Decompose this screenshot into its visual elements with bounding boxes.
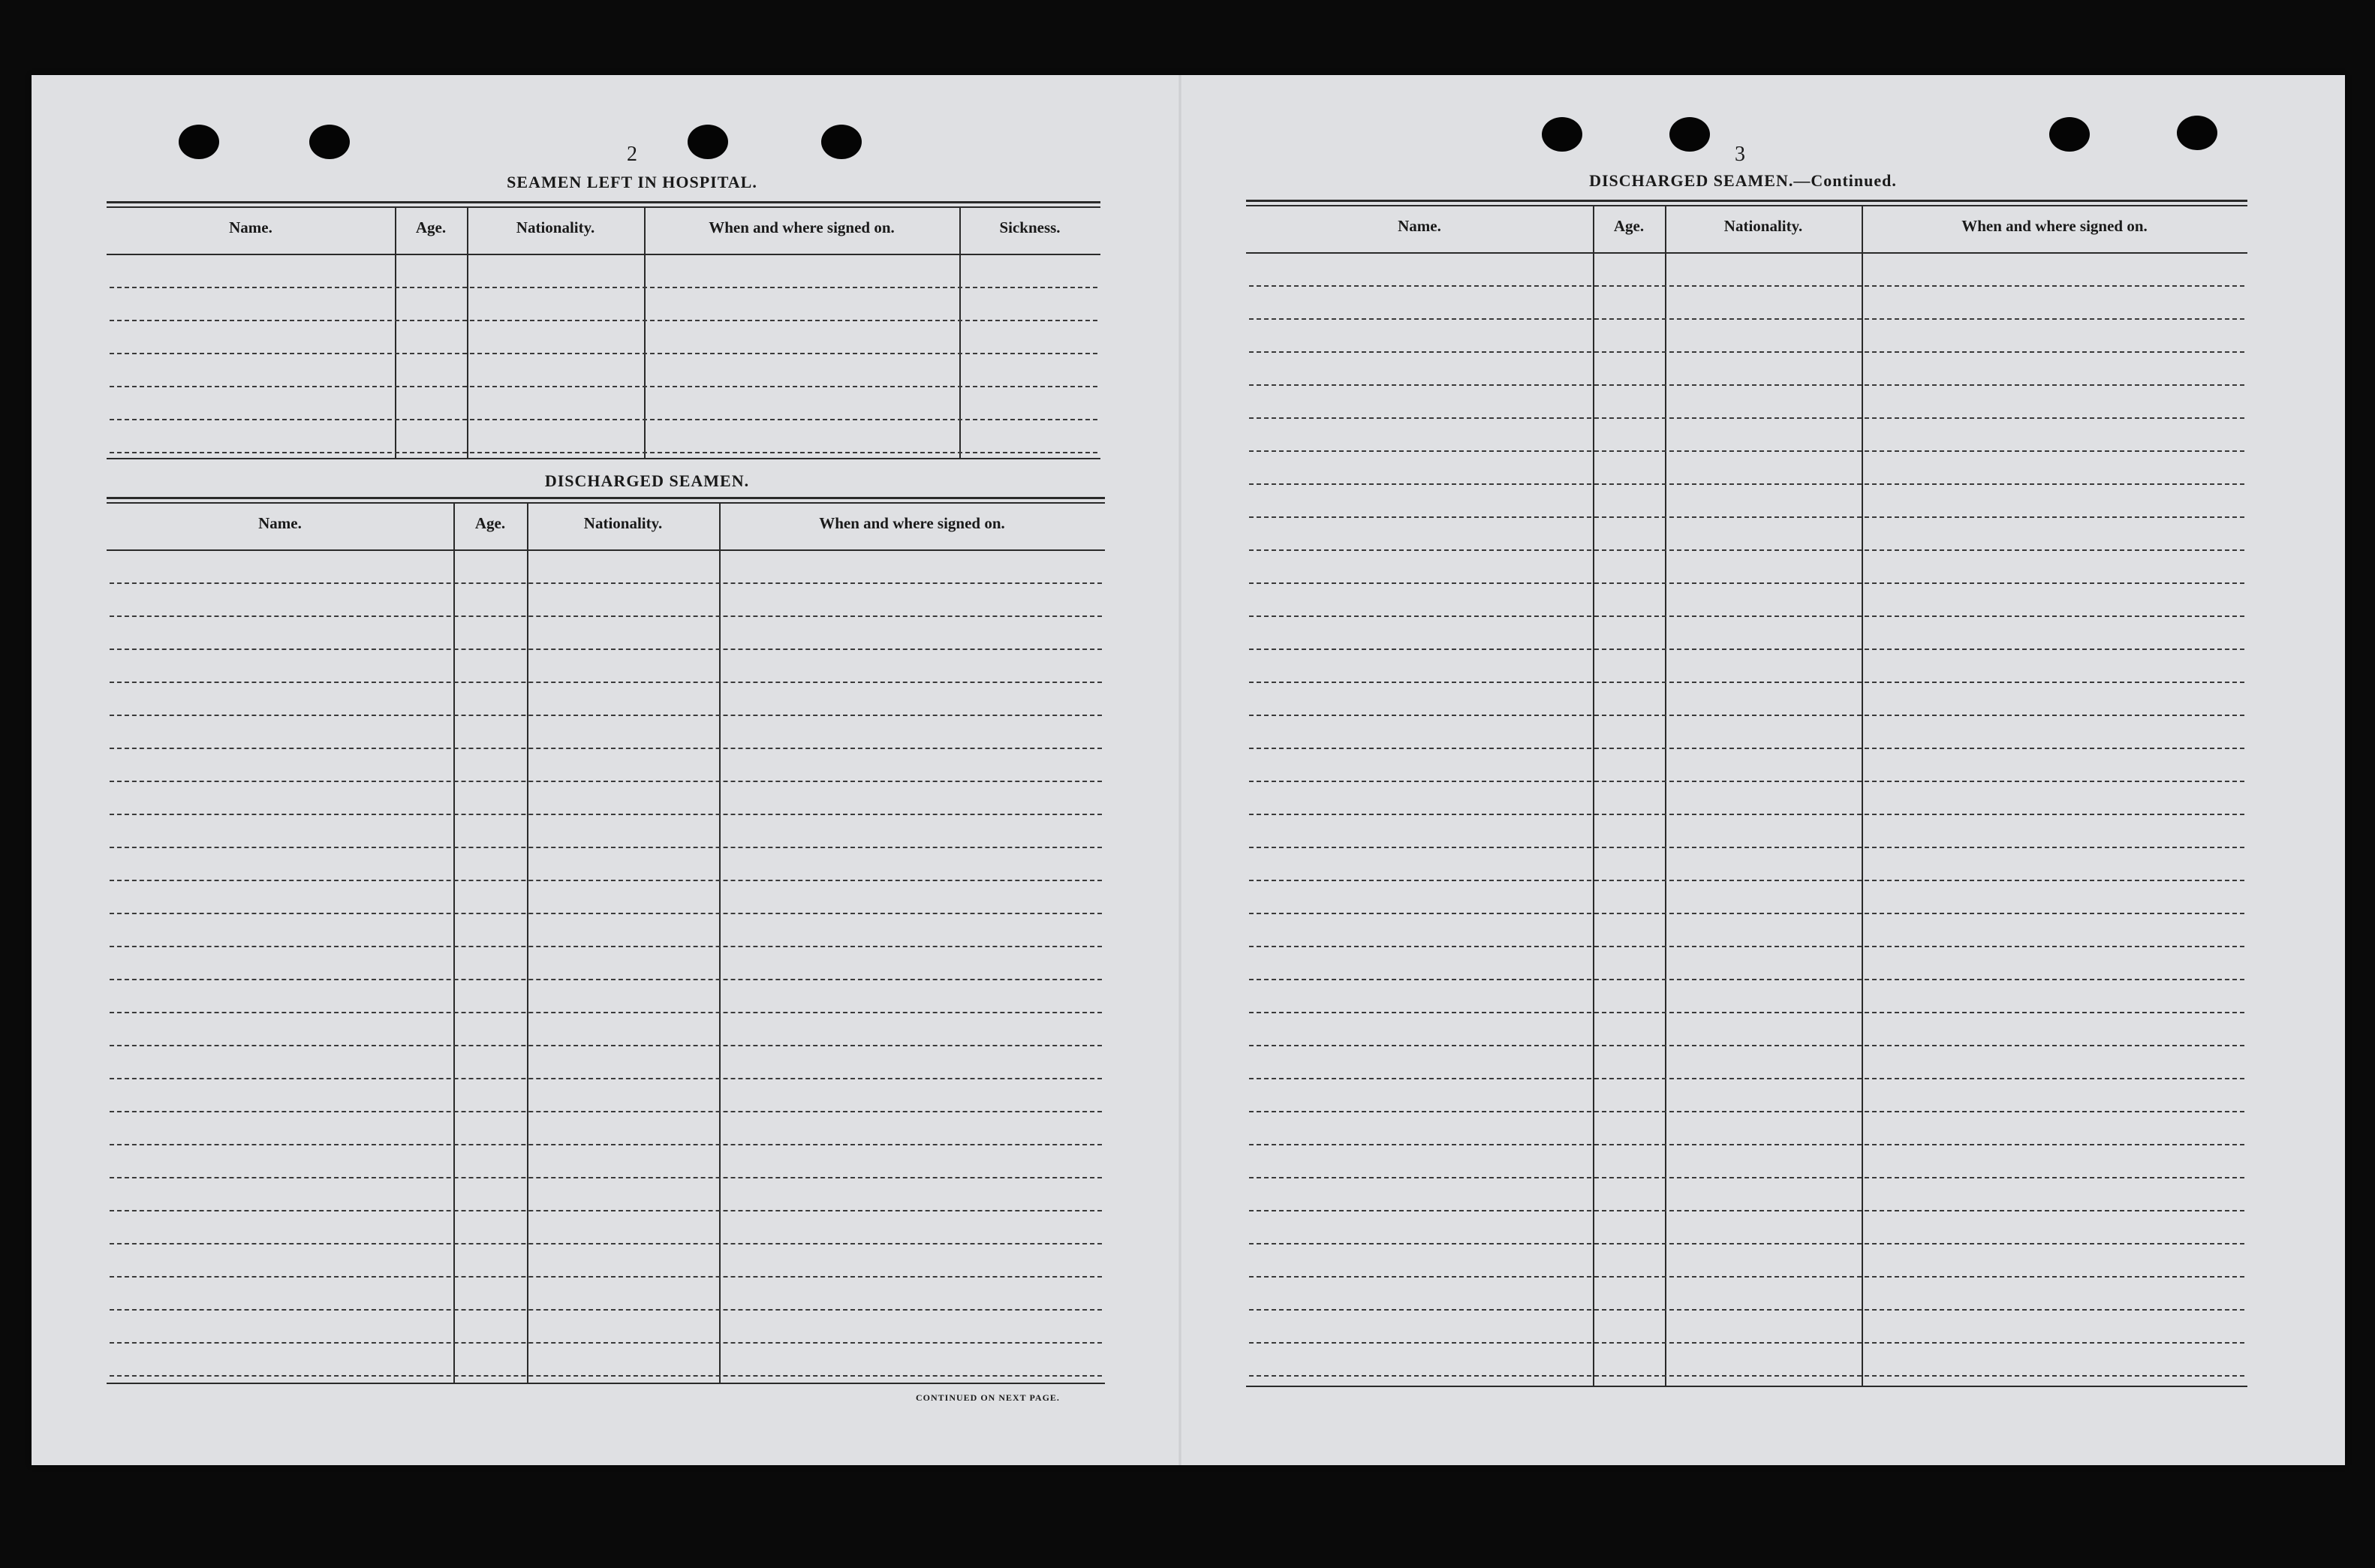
entry-line [1249, 748, 2244, 749]
document-sheet [32, 75, 2345, 1465]
entry-line [110, 1111, 1102, 1112]
entry-line [1249, 582, 2244, 584]
column-divider [527, 504, 528, 1383]
column-header: Nationality. [1723, 217, 1803, 235]
entry-line [110, 979, 1102, 980]
entry-line [110, 913, 1102, 914]
entry-line [110, 748, 1102, 749]
entry-line [1249, 1111, 2244, 1112]
entry-line [110, 1375, 1102, 1377]
column-divider [1593, 206, 1594, 1386]
entry-line [110, 419, 1097, 420]
top-rule [107, 201, 1100, 203]
entry-line [1249, 1045, 2244, 1046]
entry-line [1249, 814, 2244, 815]
page-number-right: 3 [1735, 143, 1745, 166]
column-header: Name. [229, 218, 272, 236]
entry-line [110, 946, 1102, 947]
entry-line [1249, 847, 2244, 848]
entry-line [110, 1177, 1102, 1178]
entry-line [110, 1276, 1102, 1278]
header-rule [1246, 252, 2247, 254]
entry-line [1249, 1342, 2244, 1344]
entry-line [110, 1012, 1102, 1013]
entry-line [110, 682, 1102, 683]
entry-line [110, 1210, 1102, 1211]
column-divider [959, 208, 961, 458]
entry-line [110, 814, 1102, 815]
entry-line [1249, 615, 2244, 617]
top-rule-inner [107, 502, 1105, 504]
column-header: Name. [258, 514, 302, 532]
entry-line [1249, 880, 2244, 881]
entry-line [110, 582, 1102, 584]
top-rule-inner [107, 206, 1100, 208]
hospital-section-title: SEAMEN LEFT IN HOSPITAL. [507, 173, 757, 191]
column-header: Nationality. [516, 218, 595, 236]
column-header: Name. [1398, 217, 1441, 235]
column-divider [395, 208, 396, 458]
header-rule [107, 549, 1105, 551]
entry-line [1249, 1177, 2244, 1178]
entry-line [110, 353, 1097, 354]
entry-line [1249, 1309, 2244, 1311]
entry-line [1249, 351, 2244, 353]
entry-line [110, 1144, 1102, 1145]
entry-line [1249, 1144, 2244, 1145]
punch-hole [2049, 117, 2090, 152]
column-divider [453, 504, 455, 1383]
entry-line [1249, 1012, 2244, 1013]
entry-line [110, 320, 1097, 321]
entry-line [110, 287, 1097, 288]
column-header: Nationality. [583, 514, 663, 532]
entry-line [110, 1309, 1102, 1311]
entry-line [110, 715, 1102, 716]
entry-line [1249, 913, 2244, 914]
entry-line [1249, 979, 2244, 980]
punch-hole [2177, 116, 2217, 150]
entry-line [1249, 417, 2244, 419]
entry-line [110, 880, 1102, 881]
column-divider [467, 208, 468, 458]
top-rule [1246, 200, 2247, 202]
column-divider [1862, 206, 1863, 1386]
entry-line [1249, 1078, 2244, 1079]
page-fold [1178, 75, 1181, 1465]
entry-line [110, 452, 1097, 453]
column-header: Age. [474, 514, 506, 532]
entry-line [1249, 715, 2244, 716]
punch-hole [179, 125, 219, 159]
column-header: When and where signed on. [709, 218, 895, 236]
entry-line [110, 847, 1102, 848]
entry-line [1249, 682, 2244, 683]
punch-hole [1542, 117, 1582, 152]
entry-line [1249, 516, 2244, 518]
entry-line [1249, 384, 2244, 386]
column-header: Sickness. [999, 218, 1061, 236]
entry-line [110, 386, 1097, 387]
header-rule [107, 254, 1100, 255]
entry-line [110, 1342, 1102, 1344]
entry-line [110, 649, 1102, 650]
entry-line [110, 1243, 1102, 1244]
entry-line [110, 615, 1102, 617]
entry-line [1249, 1375, 2244, 1377]
top-rule [107, 497, 1105, 499]
bottom-rule [107, 1383, 1105, 1384]
column-header: Age. [415, 218, 447, 236]
punch-hole [309, 125, 350, 159]
entry-line [1249, 1243, 2244, 1244]
column-divider [719, 504, 721, 1383]
entry-line [1249, 450, 2244, 452]
punch-hole [821, 125, 862, 159]
column-divider [644, 208, 646, 458]
entry-line [1249, 1210, 2244, 1211]
continued-note: CONTINUED ON NEXT PAGE. [916, 1392, 1060, 1403]
entry-line [1249, 285, 2244, 287]
entry-line [1249, 946, 2244, 947]
bottom-rule [1246, 1386, 2247, 1387]
entry-line [110, 781, 1102, 782]
top-rule-inner [1246, 205, 2247, 206]
page-number-left: 2 [627, 143, 637, 166]
entry-line [110, 1045, 1102, 1046]
discharged-continued-title: DISCHARGED SEAMEN.—Continued. [1589, 171, 1897, 190]
punch-hole [688, 125, 728, 159]
entry-line [1249, 781, 2244, 782]
discharged-section-title: DISCHARGED SEAMEN. [544, 471, 750, 490]
column-header: Age. [1613, 217, 1645, 235]
column-divider [1665, 206, 1666, 1386]
entry-line [1249, 1276, 2244, 1278]
entry-line [1249, 483, 2244, 485]
entry-line [110, 1078, 1102, 1079]
column-header: When and where signed on. [1961, 217, 2148, 235]
entry-line [1249, 649, 2244, 650]
bottom-rule [107, 458, 1100, 459]
entry-line [1249, 549, 2244, 551]
column-header: When and where signed on. [819, 514, 1005, 532]
entry-line [1249, 318, 2244, 320]
